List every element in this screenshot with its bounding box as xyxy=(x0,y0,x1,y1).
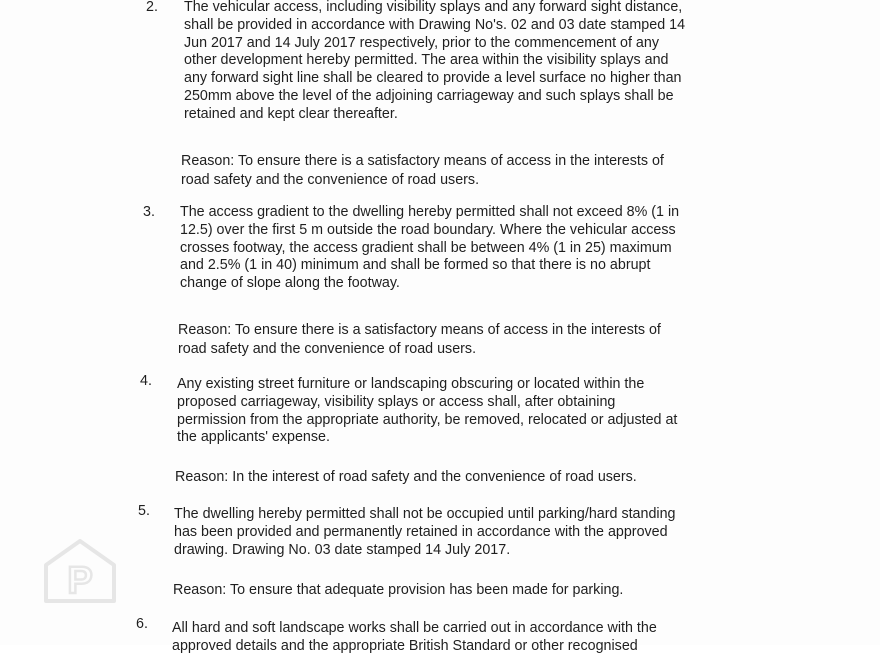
reason-line: road safety and the convenience of road users. xyxy=(181,171,480,188)
condition-3-reason xyxy=(178,321,661,358)
condition-2-line: retained and kept clear thereafter. xyxy=(184,105,398,122)
condition-6-text xyxy=(172,620,742,656)
condition-2-number: 2. xyxy=(146,0,158,15)
condition-2-line: The vehicular access, including visibility splays and any forward sight distance, xyxy=(184,0,683,15)
condition-3-text xyxy=(180,204,750,293)
condition-2-line: other development hereby permitted. The area within the visibility splays and xyxy=(184,52,669,69)
reason-line: road safety and the convenience of road users. xyxy=(178,340,477,357)
condition-4-line: the applicants' expense. xyxy=(177,429,330,446)
condition-3-line: The access gradient to the dwelling hereby permitted shall not exceed 8% (1 in xyxy=(180,204,680,220)
condition-4-line: proposed carriageway, visibility splays or access shall, after obtaining xyxy=(177,393,616,410)
condition-3-line: and 2.5% (1 in 40) minimum and shall be formed so that there is no abrupt xyxy=(180,257,651,274)
condition-2-line: Jun 2017 and 14 July 2017 respectively, prior to the commencement of any xyxy=(184,34,659,51)
reason-line: Reason: To ensure that adequate provision has been made for parking. xyxy=(173,582,624,598)
condition-2-line: 250mm above the level of the adjoining carriageway and such splays shall be xyxy=(184,87,674,104)
reason-line: Reason: To ensure there is a satisfactory means of access in the interests of xyxy=(178,322,661,338)
condition-4-text xyxy=(177,376,747,447)
watermark-letter: P xyxy=(67,560,93,602)
condition-6-line: All hard and soft landscape works shall be carried out in accordance with the xyxy=(172,620,657,636)
condition-2-line: any forward sight line shall be cleared to provide a level surface no higher than xyxy=(184,70,682,87)
condition-3-line: 12.5) over the first 5 m outside the road boundary. Where the vehicular access xyxy=(180,221,676,238)
condition-4-number: 4. xyxy=(140,373,152,389)
condition-3-line: crosses footway, the access gradient shall be between 4% (1 in 25) maximum xyxy=(180,239,672,256)
condition-2-line: shall be provided in accordance with Drawing No's. 02 and 03 date stamped 14 xyxy=(184,16,686,33)
condition-5-number: 5. xyxy=(138,503,150,519)
condition-4-reason xyxy=(175,468,637,487)
condition-5-reason xyxy=(173,581,623,600)
condition-5-text xyxy=(174,506,744,559)
reason-line: Reason: In the interest of road safety and the convenience of road users. xyxy=(175,469,637,485)
condition-5-line: The dwelling hereby permitted shall not be occupied until parking/hard standing xyxy=(174,506,676,522)
condition-6-line: approved details and the appropriate British Standard or other recognised xyxy=(172,637,638,654)
reason-line: Reason: To ensure there is a satisfactory means of access in the interests of xyxy=(181,153,664,169)
condition-5-line: drawing. Drawing No. 03 date stamped 14 July 2017. xyxy=(174,541,511,558)
condition-3-number: 3. xyxy=(143,204,155,220)
property-watermark-icon xyxy=(40,535,120,605)
condition-2-text xyxy=(184,0,754,124)
condition-4-line: permission from the appropriate authority, be removed, relocated or adjusted at xyxy=(177,411,678,428)
condition-2-reason xyxy=(181,152,664,189)
condition-4-line: Any existing street furniture or landscaping obscuring or located within the xyxy=(177,376,645,392)
condition-6-number: 6. xyxy=(136,616,148,632)
condition-5-line: has been provided and permanently retained in accordance with the approved xyxy=(174,523,668,540)
condition-3-line: change of slope along the footway. xyxy=(180,275,400,292)
